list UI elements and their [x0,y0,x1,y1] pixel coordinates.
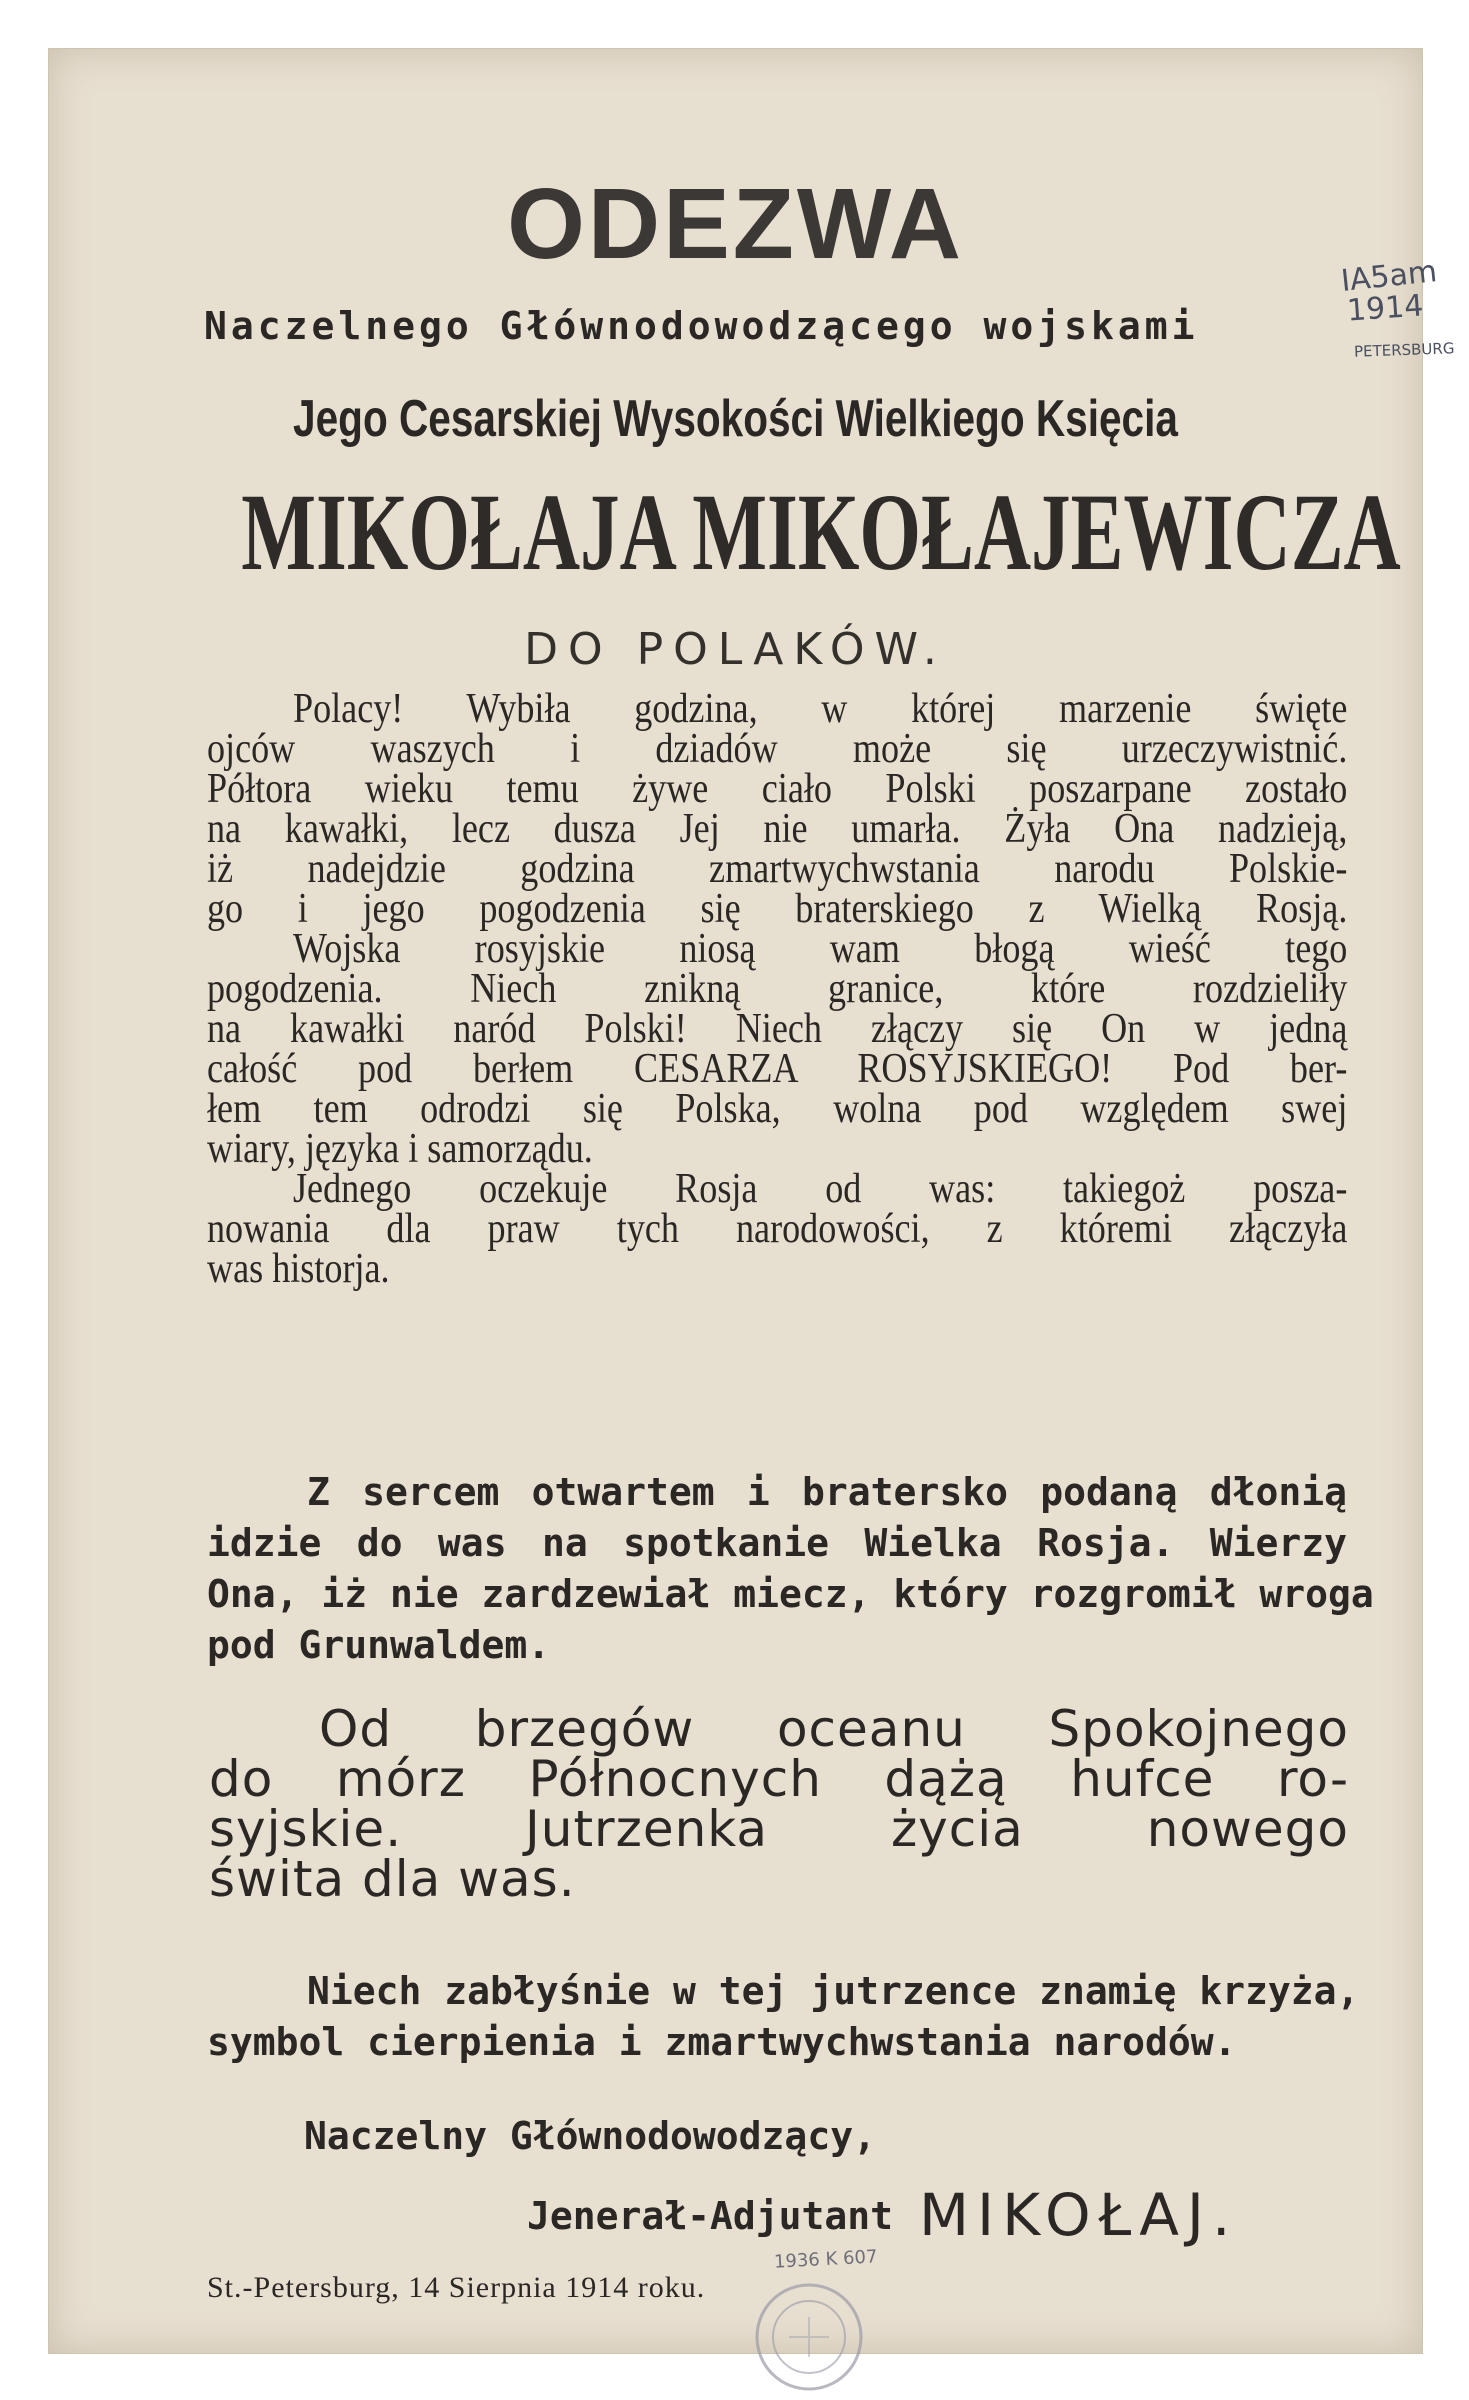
text-line: całość pod berłem CESARZA ROSYJSKIEGO! Pod ber- [207,1046,1348,1092]
text-line: pogodzenia. Niech znikną granice, które rozdzieliły [207,966,1348,1012]
text-line: świta dla was. [209,1850,576,1908]
paragraph-6 [207,1966,1360,2068]
text-line: idzie do was na spotkanie Wielka Rosja. Wierzy [207,1521,1347,1565]
text-line: na kawałki naród Polski! Niech złączy się On w jedną [207,1006,1348,1052]
text-line: łem tem odrodzi się Polska, wolna pod względem swej [207,1086,1348,1132]
library-stamp-icon [749,2277,869,2397]
text-line: wiary, języka i samorządu. [207,1126,593,1172]
text-line: Jednego oczekuje Rosja od was: takiegoż posza- [293,1166,1348,1212]
text-line: Ona, iż nie zardzewiał miecz, który rozgromił wroga [207,1572,1374,1616]
text-line: go i jego pogodzenia się braterskiego z Wielką Rosją. [207,886,1348,932]
commander-name: MIKOŁAJA MIKOŁAJEWICZA [241,471,1401,593]
paragraph-1 [207,686,1348,1292]
place-and-date: St.-Petersburg, 14 Sierpnia 1914 roku. [207,2271,706,2304]
text-line: na kawałki, lecz dusza Jej nie umarła. Żyła Ona nadzieją, [207,806,1348,852]
text-line: Półtora wieku temu żywe ciało Polski poszarpane zostało [207,766,1348,812]
paragraph-4 [207,1467,1374,1671]
subtitle-line-1: Naczelnego Głównodowodzącego wojskami [204,304,1199,348]
text-line: nowania dla praw tych narodowości, z któremi złączyła [207,1206,1348,1252]
text-line: Z sercem otwartem i bratersko podaną dłonią [307,1470,1347,1514]
text-line: pod Grunwaldem. [207,1623,551,1667]
signature-rank: Jenerał-Adjutant [527,2194,894,2238]
signature-name: MIKOŁAJ. [919,2181,1239,2249]
paragraph-5 [209,1700,1349,1908]
text-line: symbol cierpienia i zmartwychwstania narodów. [207,2020,1237,2064]
text-line: syjskie. Jutrzenka życia nowego [209,1800,1349,1858]
subtitle-line-2: Jego Cesarskiej Wysokości Wielkiego Księcia [293,390,1178,448]
handwritten-inventory-number: 1936 K 607 [773,2246,878,2273]
text-line: was historja. [207,1246,390,1292]
text-line: Wojska rosyjskie niosą wam błogą wieść tego [293,926,1348,972]
text-line: Niech zabłyśnie w tej jutrzence znamię krzyża, [307,1969,1360,2013]
text-line: Polacy! Wybiła godzina, w której marzenie święte [293,686,1348,732]
addressee-heading: DO POLAKÓW. [524,624,947,675]
handwritten-call-number: IA5am [1339,254,1439,299]
signature-title: Naczelny Głównodowodzący, [304,2114,876,2158]
handwritten-city: PETERSBURG [1353,339,1455,361]
handwritten-year: 1914 [1345,288,1425,329]
text-line: ojców waszych i dziadów może się urzeczywistnić. [207,726,1348,772]
text-line: Od brzegów oceanu Spokojnego [319,1700,1349,1758]
text-line: do mórz Północnych dążą hufce ro- [209,1750,1349,1808]
poster-title: ODEZWA [507,168,964,280]
text-line: iż nadejdzie godzina zmartwychwstania narodu Polskie- [207,846,1348,892]
poster-sheet [48,48,1455,2354]
